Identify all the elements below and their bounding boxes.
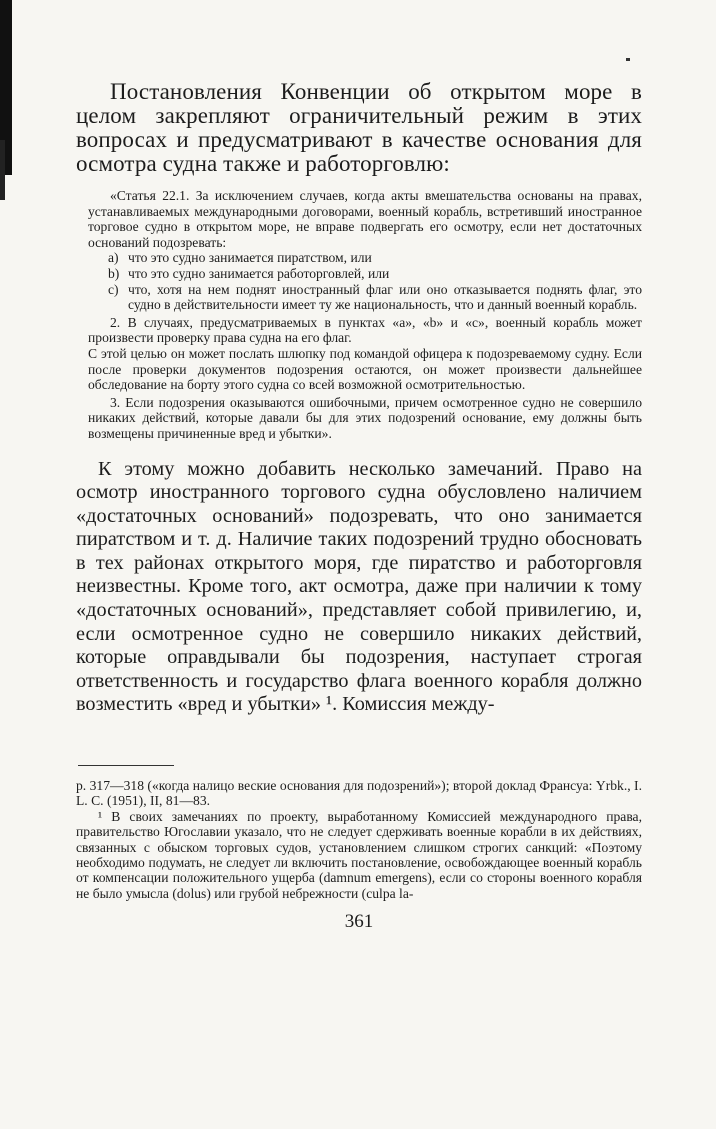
list-text: что, хотя на нем поднят иностранный флаг или оно отказывается поднять флаг, это судно в действительности имеет ту же национальность, что и данный военный корабль. bbox=[128, 281, 642, 313]
quote-list bbox=[88, 250, 642, 312]
print-speck bbox=[626, 58, 630, 61]
list-text: что это судно занимается работорговлей, или bbox=[128, 265, 390, 281]
list-marker: c) bbox=[108, 281, 119, 297]
list-marker: b) bbox=[108, 265, 120, 281]
list-marker: a) bbox=[108, 250, 119, 266]
footnote-separator bbox=[78, 765, 174, 766]
footnote-1: ¹ В своих замечаниях по проекту, выработанному Комиссией международного права, правительство Югославии указало, что не следует сдерживать военные корабли в их действиях, связанных с обыском торговых судов, установлением слишком строгих санкций: «Поэтому необходимо подумать, не следует ли включить постановление, освобождающее военный корабль от компенсации положительного ущерба (damnum emergens), если со стороны военного корабля не было умысла (dolus) или грубой небрежности (culpa la- bbox=[76, 808, 642, 901]
binding-shadow-lower bbox=[0, 140, 5, 200]
quote-paragraph-3: 3. Если подозрения оказываются ошибочными, причем осмотренное судно не совершило никаких действий, которые давали бы для этих подозрений основание, ему должны быть возмещены причиненные вред и убытки». bbox=[88, 394, 642, 441]
article-quote bbox=[88, 188, 642, 442]
quote-list-item bbox=[108, 282, 642, 313]
footnote-continuation: p. 317—318 («когда налицо веские основания для подозрений»); второй доклад Франсуа: Yrbk., I. L. C. (1951), II, 81—83. bbox=[76, 778, 642, 809]
quote-paragraph-2-cont: С этой целью он может послать шлюпку под командой офицера к подозреваемому судну. Если после проверки документов подозрения остаются, он может произвести дальнейшее обследование на борту этого судна со всей возможной осмотрительностью. bbox=[88, 345, 642, 393]
page-content bbox=[76, 80, 642, 933]
quote-paragraph-2: 2. В случаях, предусматриваемых в пунктах «а», «b» и «c», военный корабль может произвести проверку права судна на его флаг. bbox=[88, 314, 642, 346]
page-number: 361 bbox=[344, 911, 374, 933]
body-paragraph: К этому можно добавить несколько замечаний. Право на осмотр иностранного торгового судна обусловлено наличием «достаточных оснований» подозревать, что оно занимается пиратством и т. д. Наличие таких подозрений трудно обосновать в тех районах открытого моря, где пиратство и работорговля неизвестны. Кроме того, акт осмотра, даже при наличии к тому «достаточных оснований», представляет собой привилегию, и, если осмотренное судно не совершило никаких действий, которые оправдывали бы подозрения, наступает строгая ответственность и государство флага военного корабля должно возместить «вред и убытки» ¹. Комиссия между- bbox=[76, 457, 642, 716]
quote-list-item bbox=[108, 250, 642, 266]
intro-paragraph: Постановления Конвенции об открытом море в целом закрепляют ограничительный режим в этих вопросах и предусматривают в качестве основания для осмотра судна также и работорговлю: bbox=[76, 79, 642, 176]
list-text: что это судно занимается пиратством, или bbox=[128, 250, 372, 266]
quote-list-item bbox=[108, 266, 642, 282]
quote-article-22-1: «Статья 22.1. За исключением случаев, когда акты вмешательства основаны на правах, устанавливаемых международными договорами, военный корабль, встретивший иностранное торговое судно в открытом море, не вправе подвергать его осмотру, если нет достаточных оснований подозревать: bbox=[88, 188, 642, 250]
